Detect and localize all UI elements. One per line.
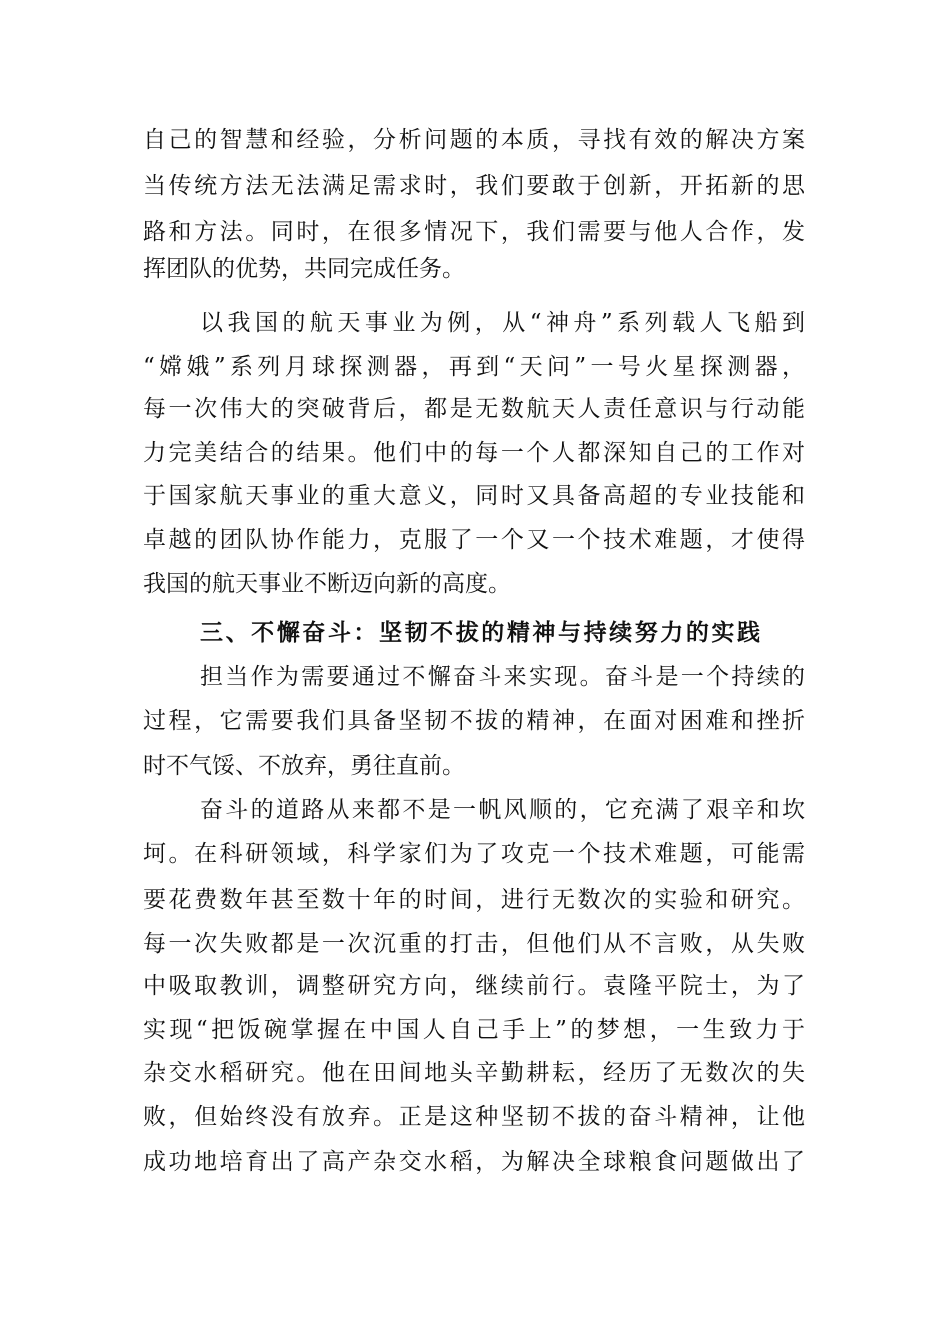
text-line: 奋斗的道路从来都不是一帆风顺的，它充满了艰辛和坎 bbox=[200, 797, 805, 823]
text-line: 坷。在科研领域，科学家们为了攻克一个技术难题，可能需 bbox=[143, 841, 805, 867]
text-line: 要花费数年甚至数十年的时间，进行无数次的实验和研究。 bbox=[143, 887, 805, 913]
text-line: 中吸取教训，调整研究方向，继续前行。袁隆平院士，为了 bbox=[143, 973, 805, 999]
text-line: 杂交水稻研究。他在田间地头辛勤耕耘，经历了无数次的失 bbox=[143, 1060, 805, 1086]
text-line: 担当作为需要通过不懈奋斗来实现。奋斗是一个持续的 bbox=[200, 664, 805, 690]
text-line: 路和方法。同时，在很多情况下，我们需要与他人合作，发 bbox=[143, 219, 805, 245]
text-line: 每一次伟大的突破背后，都是无数航天人责任意识与行动能 bbox=[143, 396, 805, 422]
text-line: 过程，它需要我们具备坚韧不拔的精神，在面对困难和挫折 bbox=[143, 708, 805, 734]
text-line: 当传统方法无法满足需求时，我们要敢于创新，开拓新的思 bbox=[143, 173, 805, 199]
text-line: 挥团队的优势，共同完成任务。 bbox=[143, 256, 465, 282]
text-line: 成功地培育出了高产杂交水稻，为解决全球粮食问题做出了 bbox=[143, 1149, 805, 1175]
section-heading: 三、不懈奋斗：坚韧不拔的精神与持续努力的实践 bbox=[200, 620, 760, 646]
text-line: 实现“把饭碗掌握在中国人自己手上”的梦想，一生致力于 bbox=[143, 1017, 805, 1043]
text-line: “嫦娥”系列月球探测器，再到“天问”一号火星探测器， bbox=[143, 354, 805, 380]
text-line: 败，但始终没有放弃。正是这种坚韧不拔的奋斗精神，让他 bbox=[143, 1104, 805, 1130]
text-line: 于国家航天事业的重大意义，同时又具备高超的专业技能和 bbox=[143, 483, 805, 509]
text-line: 时不气馁、不放弃，勇往直前。 bbox=[143, 753, 465, 779]
text-line: 每一次失败都是一次沉重的打击，但他们从不言败，从失败 bbox=[143, 931, 805, 957]
text-line: 自己的智慧和经验，分析问题的本质，寻找有效的解决方案 bbox=[143, 127, 805, 153]
text-line: 以我国的航天事业为例，从“神舟”系列载人飞船到 bbox=[200, 310, 805, 336]
text-line: 我国的航天事业不断迈向新的高度。 bbox=[143, 571, 511, 597]
text-line: 卓越的团队协作能力，克服了一个又一个技术难题，才使得 bbox=[143, 527, 805, 553]
text-line: 力完美结合的结果。他们中的每一个人都深知自己的工作对 bbox=[143, 440, 805, 466]
